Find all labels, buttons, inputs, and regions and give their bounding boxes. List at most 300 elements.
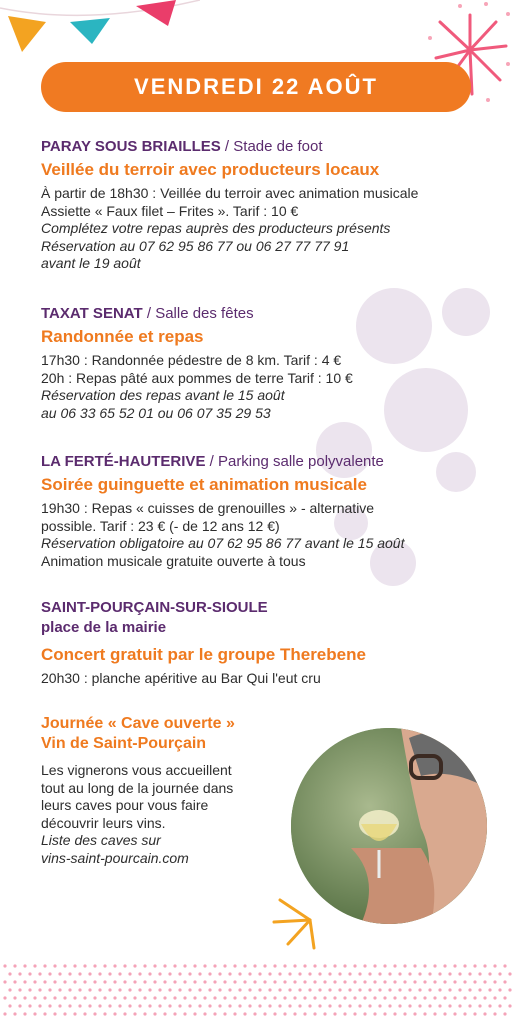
footer-dot — [463, 980, 466, 983]
footer-dot — [458, 988, 461, 991]
footer-dot — [328, 972, 331, 975]
footer-dot — [183, 964, 186, 967]
footer-dot — [113, 1012, 116, 1015]
footer-dot — [8, 988, 11, 991]
footer-dot — [123, 1012, 126, 1015]
footer-dot — [103, 964, 106, 967]
footer-dot — [468, 972, 471, 975]
footer-dot — [193, 1012, 196, 1015]
footer-dot — [18, 972, 21, 975]
event-saint-pourcain — [41, 598, 482, 688]
footer-dot — [53, 1012, 56, 1015]
footer-dot — [83, 980, 86, 983]
footer-dot — [458, 972, 461, 975]
date-header-text: VENDREDI 22 AOÛT — [134, 74, 378, 99]
footer-dot — [38, 1004, 41, 1007]
event-venue: Stade de foot — [233, 138, 323, 155]
footer-dot — [418, 988, 421, 991]
footer-dot — [438, 1004, 441, 1007]
footer-dot — [353, 1012, 356, 1015]
footer-dot — [493, 1012, 496, 1015]
footer-dot — [3, 964, 6, 967]
footer-dot — [8, 972, 11, 975]
footer-dot — [38, 988, 41, 991]
footer-dot — [338, 972, 341, 975]
footer-dot — [338, 1004, 341, 1007]
footer-dot — [268, 988, 271, 991]
footer-dot — [328, 1004, 331, 1007]
footer-dot — [503, 980, 506, 983]
footer-dot — [53, 964, 56, 967]
footer-dot — [378, 988, 381, 991]
footer-dot — [163, 1012, 166, 1015]
footer-dot — [303, 996, 306, 999]
footer-dot — [253, 964, 256, 967]
footer-dot — [93, 1012, 96, 1015]
footer-dot — [208, 972, 211, 975]
footer-dot — [473, 1012, 476, 1015]
footer-dot — [263, 980, 266, 983]
footer-dot — [428, 1004, 431, 1007]
footer-dot — [153, 964, 156, 967]
footer-dot — [258, 1004, 261, 1007]
footer-dot — [138, 972, 141, 975]
footer-dot — [163, 964, 166, 967]
footer-dot — [88, 972, 91, 975]
footer-dot — [283, 980, 286, 983]
footer-dot — [223, 996, 226, 999]
footer-dot — [288, 1004, 291, 1007]
footer-dot — [118, 988, 121, 991]
footer-dot — [203, 996, 206, 999]
footer-dot — [153, 1012, 156, 1015]
date-header — [41, 62, 471, 112]
footer-dot — [353, 980, 356, 983]
footer-dot — [463, 996, 466, 999]
footer-dot — [313, 1012, 316, 1015]
footer-dot — [33, 996, 36, 999]
footer-dot — [488, 1004, 491, 1007]
footer-dot — [343, 996, 346, 999]
footer-dot — [3, 1012, 6, 1015]
footer-dot — [68, 972, 71, 975]
footer-dot — [128, 1004, 131, 1007]
footer-dot — [198, 988, 201, 991]
footer-dot — [18, 988, 21, 991]
footer-dot — [103, 996, 106, 999]
footer-dot — [313, 996, 316, 999]
cave-line: leurs caves pour vous faire — [41, 797, 209, 813]
event-venue: Parking salle polyvalente — [217, 453, 384, 470]
footer-dot — [423, 964, 426, 967]
footer-dot — [123, 964, 126, 967]
footer-dot — [433, 996, 436, 999]
event-line: au 06 33 65 52 01 ou 06 07 35 29 53 — [41, 404, 271, 421]
footer-dot — [283, 996, 286, 999]
location-separator: / — [142, 305, 156, 322]
footer-dot — [178, 1004, 181, 1007]
footer-dot — [333, 996, 336, 999]
location-separator: / — [205, 453, 218, 470]
footer-dot — [293, 964, 296, 967]
footer-dot — [298, 1004, 301, 1007]
footer-dot — [193, 980, 196, 983]
footer-dot — [233, 964, 236, 967]
footer-dot — [228, 1004, 231, 1007]
footer-dot — [373, 996, 376, 999]
footer-dot — [198, 972, 201, 975]
footer-dot — [238, 1004, 241, 1007]
footer-dot — [308, 988, 311, 991]
footer-dot — [363, 964, 366, 967]
footer-dot — [73, 964, 76, 967]
footer-dot — [128, 972, 131, 975]
footer-dot — [78, 988, 81, 991]
footer-dot — [78, 972, 81, 975]
footer-dot — [153, 980, 156, 983]
event-line: 17h30 : Randonnée pédestre de 8 km. Tarif : 4 € — [41, 352, 342, 368]
footer-dot — [113, 996, 116, 999]
footer-dot — [213, 1012, 216, 1015]
footer-dot — [323, 1012, 326, 1015]
footer-dot — [498, 988, 501, 991]
footer-dot — [263, 996, 266, 999]
footer-dot — [488, 972, 491, 975]
footer-dot — [133, 1012, 136, 1015]
footer-dot — [333, 980, 336, 983]
footer-dot — [93, 964, 96, 967]
footer-dot — [223, 1012, 226, 1015]
footer-dot — [263, 1012, 266, 1015]
footer-dot — [133, 996, 136, 999]
footer-dot — [158, 972, 161, 975]
footer-dot — [248, 972, 251, 975]
footer-dot — [478, 1004, 481, 1007]
footer-dot — [243, 1012, 246, 1015]
footer-dot — [213, 964, 216, 967]
footer-dot — [478, 972, 481, 975]
footer-dot — [353, 996, 356, 999]
footer-dot — [313, 964, 316, 967]
footer-dot — [273, 964, 276, 967]
footer-dot — [228, 972, 231, 975]
footer-dot — [63, 964, 66, 967]
footer-dot — [413, 1012, 416, 1015]
footer-dot — [393, 980, 396, 983]
footer-dot — [223, 964, 226, 967]
footer-dot — [418, 972, 421, 975]
footer-dot — [58, 972, 61, 975]
footer-dot — [203, 980, 206, 983]
footer-dot — [93, 980, 96, 983]
footer-dot — [143, 964, 146, 967]
event-title: Veillée du terroir avec producteurs locaux — [41, 160, 380, 179]
cave-line: Les vignerons vous accueillent — [41, 762, 232, 778]
footer-dot — [123, 996, 126, 999]
footer-dot — [433, 964, 436, 967]
footer-dot — [173, 964, 176, 967]
footer-dot — [448, 988, 451, 991]
footer-dot — [303, 980, 306, 983]
footer-dot — [48, 1004, 51, 1007]
footer-dot — [243, 996, 246, 999]
footer-dot — [358, 972, 361, 975]
cave-line: découvrir leurs vins. — [41, 814, 166, 831]
footer-dot — [248, 1004, 251, 1007]
footer-dot — [168, 972, 171, 975]
footer-dot — [73, 996, 76, 999]
footer-dot — [468, 988, 471, 991]
footer-dot — [83, 1012, 86, 1015]
footer-dot — [363, 980, 366, 983]
footer-dot — [358, 988, 361, 991]
footer-dot — [98, 1004, 101, 1007]
footer-dot — [18, 1004, 21, 1007]
footer-dot — [318, 1004, 321, 1007]
footer-dot — [303, 964, 306, 967]
footer-dot — [363, 996, 366, 999]
footer-dot — [368, 972, 371, 975]
footer-dot — [453, 980, 456, 983]
footer-dot — [443, 996, 446, 999]
event-town: PARAY SOUS BRIAILLES — [41, 138, 221, 155]
footer-dot — [218, 1004, 221, 1007]
footer-dot — [403, 980, 406, 983]
footer-dot — [78, 1004, 81, 1007]
footer-dot — [383, 980, 386, 983]
footer-dot — [413, 996, 416, 999]
event-line: 19h30 : Repas « cuisses de grenouilles » - alternative — [41, 500, 375, 516]
footer-dot — [43, 1012, 46, 1015]
event-title: Soirée guinguette et animation musicale — [41, 475, 367, 494]
footer-dot — [188, 988, 191, 991]
footer-dot — [368, 988, 371, 991]
footer-dot — [23, 964, 26, 967]
footer-dot — [398, 988, 401, 991]
footer-dot — [158, 988, 161, 991]
footer-dot — [193, 996, 196, 999]
footer-dot — [138, 1004, 141, 1007]
footer-dot — [318, 988, 321, 991]
footer-dot — [448, 972, 451, 975]
footer-dot — [248, 988, 251, 991]
footer-dot — [73, 980, 76, 983]
footer-dot — [148, 1004, 151, 1007]
footer-dot — [438, 988, 441, 991]
cave-title: Journée « Cave ouverte » — [41, 715, 235, 732]
cave-subtitle: Vin de Saint-Pourçain — [41, 735, 207, 752]
footer-dot — [253, 996, 256, 999]
footer-dot — [428, 988, 431, 991]
event-location — [41, 452, 482, 472]
footer-dot — [268, 972, 271, 975]
footer-dot — [178, 972, 181, 975]
footer-dot — [148, 988, 151, 991]
footer-dot — [283, 964, 286, 967]
footer-dot — [458, 1004, 461, 1007]
footer-dot — [253, 1012, 256, 1015]
footer-dot — [193, 964, 196, 967]
footer-dot — [168, 1004, 171, 1007]
bunting-decoration — [0, 0, 200, 60]
footer-dot — [453, 996, 456, 999]
footer-dot — [108, 972, 111, 975]
dotted-border — [0, 960, 512, 1024]
footer-dot — [483, 980, 486, 983]
footer-dot — [83, 964, 86, 967]
event-location — [41, 137, 482, 157]
footer-dot — [373, 980, 376, 983]
footer-dot — [38, 972, 41, 975]
footer-dot — [258, 972, 261, 975]
event-title: Concert gratuit par le groupe Therebene — [41, 645, 366, 664]
footer-dot — [128, 988, 131, 991]
footer-dot — [33, 980, 36, 983]
footer-dot — [348, 988, 351, 991]
footer-dot — [368, 1004, 371, 1007]
footer-dot — [483, 964, 486, 967]
event-ferte — [41, 452, 482, 570]
footer-dot — [228, 988, 231, 991]
footer-dot — [408, 988, 411, 991]
footer-dot — [23, 980, 26, 983]
footer-dot — [83, 996, 86, 999]
cave-ouverte — [41, 714, 291, 867]
footer-dot — [323, 980, 326, 983]
footer-dot — [478, 988, 481, 991]
footer-dot — [173, 1012, 176, 1015]
footer-dot — [493, 964, 496, 967]
footer-dot — [213, 996, 216, 999]
event-line: 20h30 : planche apéritive au Bar Qui l'eut cru — [41, 670, 321, 686]
event-venue: place de la mairie — [41, 619, 167, 636]
footer-dot — [358, 1004, 361, 1007]
footer-dot — [238, 988, 241, 991]
footer-dot — [28, 972, 31, 975]
footer-dot — [278, 988, 281, 991]
footer-dot — [343, 1012, 346, 1015]
footer-dot — [493, 980, 496, 983]
footer-dot — [163, 980, 166, 983]
footer-dot — [403, 964, 406, 967]
footer-dot — [173, 980, 176, 983]
footer-dot — [13, 1012, 16, 1015]
event-venue: Salle des fêtes — [155, 305, 254, 322]
footer-dot — [393, 996, 396, 999]
footer-dot — [138, 988, 141, 991]
footer-dot — [448, 1004, 451, 1007]
event-line: Assiette « Faux filet – Frites ». Tarif : 10 € — [41, 202, 299, 219]
footer-dot — [288, 972, 291, 975]
footer-dot — [103, 980, 106, 983]
footer-dot — [203, 1012, 206, 1015]
footer-dot — [443, 1012, 446, 1015]
footer-dot — [243, 980, 246, 983]
footer-dot — [423, 980, 426, 983]
footer-dot — [108, 988, 111, 991]
footer-dot — [223, 980, 226, 983]
location-separator: / — [220, 138, 234, 155]
footer-dot — [473, 980, 476, 983]
footer-dot — [468, 1004, 471, 1007]
footer-dot — [298, 988, 301, 991]
footer-dot — [208, 988, 211, 991]
footer-dot — [328, 988, 331, 991]
footer-dot — [463, 1012, 466, 1015]
footer-dot — [383, 996, 386, 999]
footer-dot — [278, 972, 281, 975]
footer-dot — [383, 1012, 386, 1015]
footer-dot — [3, 996, 6, 999]
footer-dot — [388, 972, 391, 975]
event-paray — [41, 137, 482, 273]
event-line: Animation musicale gratuite ouverte à tous — [41, 552, 306, 569]
event-town: LA FERTÉ-HAUTERIVE — [41, 453, 206, 470]
footer-dot — [398, 1004, 401, 1007]
event-location — [41, 304, 482, 324]
event-line: possible. Tarif : 23 € (- de 12 ans 12 €) — [41, 517, 280, 534]
footer-dot — [253, 980, 256, 983]
footer-dot — [343, 964, 346, 967]
footer-dot — [298, 972, 301, 975]
footer-dot — [403, 1012, 406, 1015]
footer-dot — [413, 980, 416, 983]
footer-dot — [43, 980, 46, 983]
footer-dot — [198, 1004, 201, 1007]
footer-dot — [388, 988, 391, 991]
event-line: Réservation des repas avant le 15 août — [41, 387, 285, 403]
footer-dot — [408, 1004, 411, 1007]
event-line: avant le 19 août — [41, 255, 141, 271]
footer-dot — [143, 1012, 146, 1015]
footer-dot — [258, 988, 261, 991]
footer-dot — [378, 1004, 381, 1007]
footer-dot — [483, 1012, 486, 1015]
footer-dot — [453, 964, 456, 967]
footer-dot — [263, 964, 266, 967]
footer-dot — [293, 980, 296, 983]
footer-dot — [348, 972, 351, 975]
footer-dot — [293, 1012, 296, 1015]
footer-dot — [28, 988, 31, 991]
cave-line: vins-saint-pourcain.com — [41, 849, 189, 866]
footer-dot — [423, 1012, 426, 1015]
event-title: Randonnée et repas — [41, 327, 204, 346]
footer-dot — [383, 964, 386, 967]
footer-dot — [183, 1012, 186, 1015]
footer-dot — [503, 996, 506, 999]
footer-dot — [373, 1012, 376, 1015]
footer-dot — [143, 980, 146, 983]
footer-dot — [8, 1004, 11, 1007]
footer-dot — [508, 988, 511, 991]
event-line: 20h : Repas pâté aux pommes de terre Tarif : 10 € — [41, 369, 353, 386]
footer-dot — [303, 1012, 306, 1015]
footer-dot — [58, 988, 61, 991]
footer-dot — [63, 1012, 66, 1015]
firework-decoration — [270, 890, 350, 950]
footer-dot — [13, 980, 16, 983]
footer-dot — [58, 1004, 61, 1007]
event-location — [41, 598, 482, 618]
footer-dot — [48, 972, 51, 975]
footer-dot — [208, 1004, 211, 1007]
footer-dot — [133, 980, 136, 983]
footer-dot — [423, 996, 426, 999]
footer-dot — [288, 988, 291, 991]
footer-dot — [273, 1012, 276, 1015]
footer-dot — [218, 988, 221, 991]
